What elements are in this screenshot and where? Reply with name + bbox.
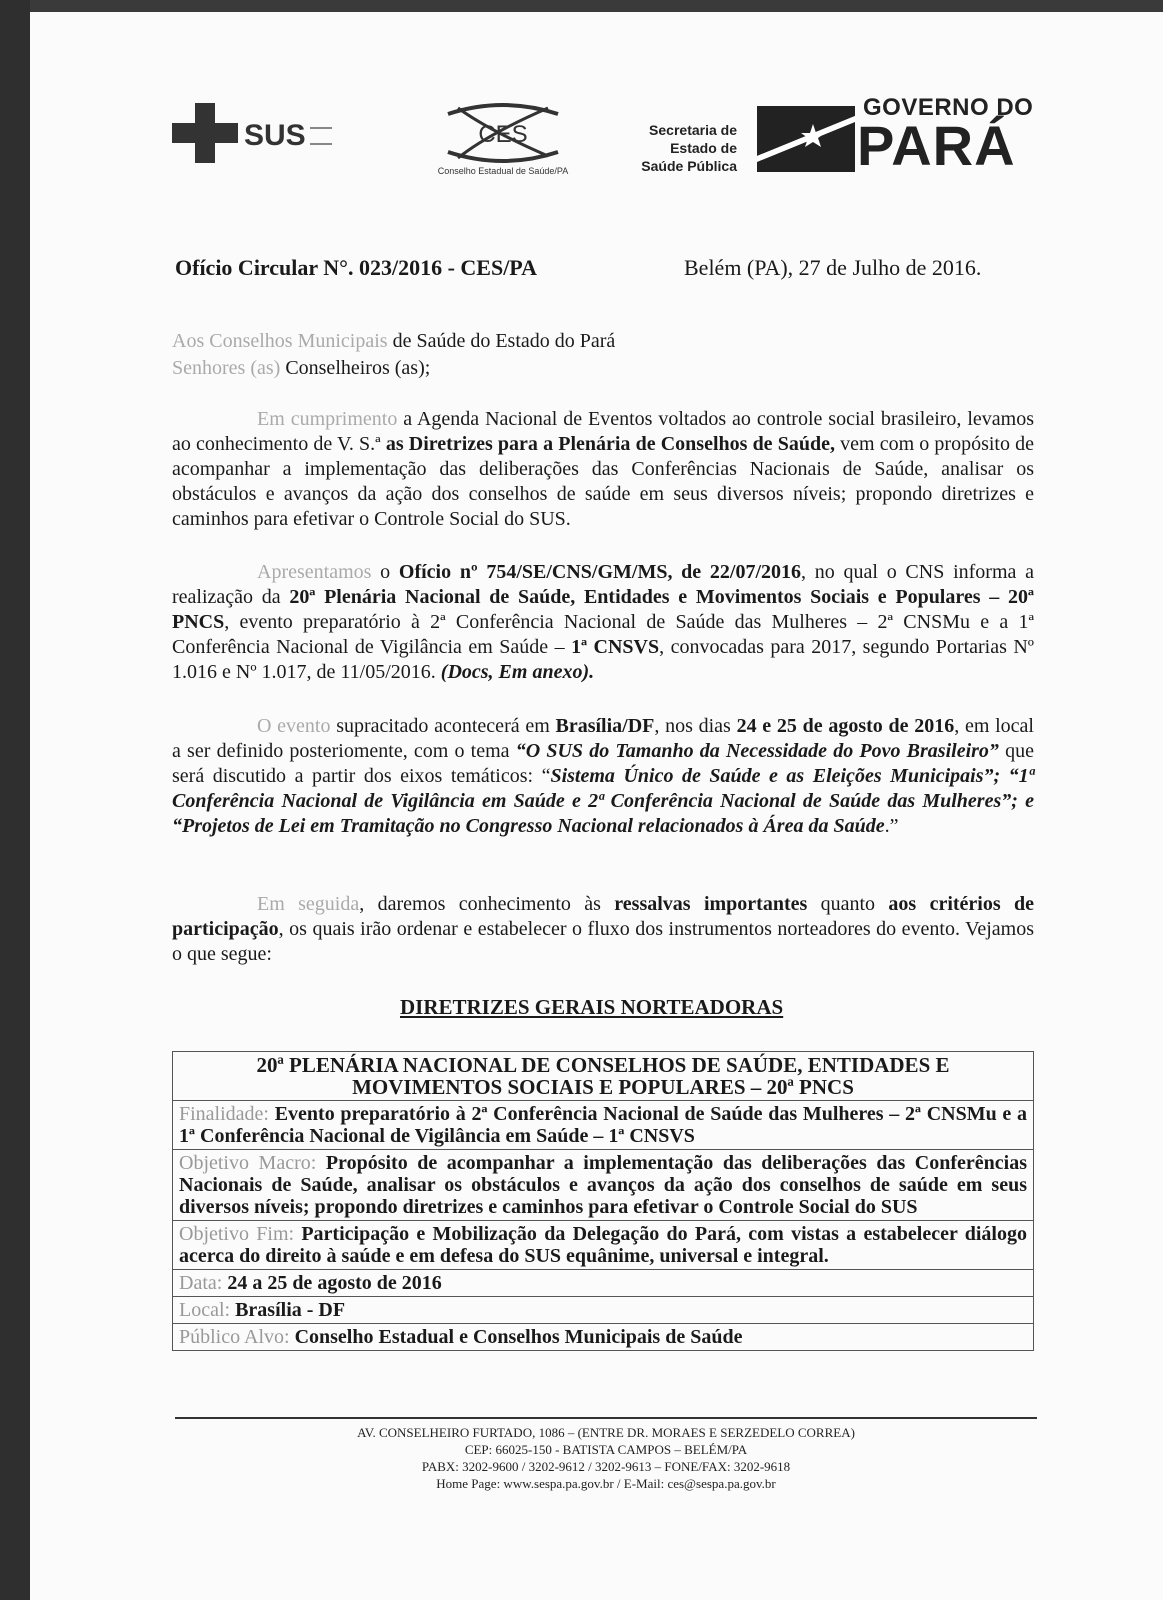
sus-logo-text: SUS: [244, 119, 306, 152]
letter-reference: Ofício Circular N°. 023/2016 - CES/PA: [175, 255, 538, 280]
ces-swirl-icon: [428, 100, 578, 166]
row-value: Participação e Mobilização da Delegação do Pará, com vistas a estabelecer diálogo acerca do direito à saúde e em defesa do SUS equânime, universal e integral.: [179, 1223, 1027, 1267]
section-heading: DIRETRIZES GERAIS NORTEADORAS: [400, 995, 784, 1019]
row-label: Data:: [179, 1272, 223, 1294]
ces-logo: [398, 100, 608, 180]
row-value: 24 a 25 de agosto de 2016: [222, 1272, 442, 1294]
scan-left-edge: [0, 0, 30, 1600]
footer-divider: [175, 1417, 1037, 1419]
paragraph-2: Apresentamos o Ofício nº 754/SE/CNS/GM/MS, de 22/07/2016, no qual o CNS informa a realização da 20ª Plenária Nacional de Saúde, Entidades e Movimentos Sociais e Populares – 20ª PNCS, evento preparatório à 2ª Conferência Nacional de Saúde das Mulheres – 2ª CNSMu e a 1ª Conferência Nacional de Vigilância em Saúde – 1ª CNSVS, convocadas para 2017, segundo Portarias Nº 1.016 e Nº 1.017, de 11/05/2016. (Docs, Em anexo).: [172, 561, 1035, 683]
row-label: Objetivo Fim:: [179, 1223, 295, 1245]
row-label: Local:: [179, 1299, 231, 1321]
table-row: [173, 1221, 1034, 1270]
table-cell: [173, 1297, 1034, 1324]
recipient-line-2: Senhores (as) Conselheiros (as);: [172, 357, 431, 379]
secretaria-line-1: Secretaria de: [649, 122, 737, 138]
governo-para-logo: [757, 94, 1047, 176]
row-value: Propósito de acompanhar a implementação das deliberações das Conferências Nacionais de Saúde, analisar os obstáculos e avanços da ação dos conselhos de saúde em seus diversos níveis; propondo diretrizes e caminhos para efetivar o Controle Social do SUS: [179, 1152, 1027, 1218]
row-value: Brasília - DF: [230, 1299, 346, 1321]
table-cell: [173, 1324, 1034, 1351]
table-row: [173, 1150, 1034, 1221]
table-title-line-1: 20ª PLENÁRIA NACIONAL DE CONSELHOS DE SAÚDE, ENTIDADES E: [256, 1053, 950, 1077]
table-row: [173, 1101, 1034, 1150]
row-label: Público Alvo:: [179, 1326, 290, 1348]
table-title-row: [173, 1052, 1034, 1101]
letter-date: Belém (PA), 27 de Julho de 2016.: [684, 255, 982, 280]
table-row: [173, 1297, 1034, 1324]
scan-top-edge: [0, 0, 1163, 12]
row-value: Conselho Estadual e Conselhos Municipais de Saúde: [289, 1326, 743, 1348]
secretaria-line-2: Estado de: [670, 140, 737, 156]
secretaria-label: [625, 121, 737, 175]
row-value: Evento preparatório à 2ª Conferência Nacional de Saúde das Mulheres – 2ª CNSMu e a 1ª Conferência Nacional de Vigilância em Saúde – 1ª CNSVS: [179, 1103, 1027, 1147]
row-label: Objetivo Macro:: [179, 1152, 317, 1174]
footer-phones: PABX: 3202-9600 / 3202-9612 / 3202-9613 – FONE/FAX: 3202-9618: [421, 1459, 791, 1474]
row-label: Finalidade:: [179, 1103, 269, 1125]
table-row: [173, 1324, 1034, 1351]
table-row: [173, 1270, 1034, 1297]
paragraph-1: Em cumprimento a Agenda Nacional de Eventos voltados ao controle social brasileiro, levamos ao conhecimento de V. S.ª as Diretrizes para a Plenária de Conselhos de Saúde, vem com o propósito de acompanhar a implementação das deliberações das Conferências Nacionais de Saúde, analisar os obstáculos e avanços da ação dos conselhos de saúde em seus diversos níveis; propondo diretrizes e caminhos para efetivar o Controle Social do SUS.: [172, 408, 1035, 530]
cross-icon-bar: [172, 123, 238, 143]
table-cell: [173, 1270, 1034, 1297]
table-cell: [173, 1221, 1034, 1270]
table-cell: [173, 1101, 1034, 1150]
letter-footer: [175, 1424, 1037, 1492]
table-title-line-2: MOVIMENTOS SOCIAIS E POPULARES – 20ª PNCS: [352, 1075, 854, 1099]
ces-logo-text: CES: [478, 121, 528, 148]
paragraph-4: Em seguida, daremos conhecimento às ressalvas importantes quanto aos critérios de participação, os quais irão ordenar e estabelecer o fluxo dos instrumentos norteadores do evento. Vejamos o que segue:: [172, 893, 1034, 965]
ces-caption: Conselho Estadual de Saúde/PA: [437, 166, 569, 176]
para-label: PARÁ: [857, 114, 1016, 177]
recipient-line-1: Aos Conselhos Municipais de Saúde do Estado do Pará: [172, 330, 616, 352]
sus-logo-lines: [310, 127, 332, 145]
footer-web: Home Page: www.sespa.pa.gov.br / E-Mail: ces@sespa.pa.gov.br: [436, 1476, 776, 1491]
table-title: [173, 1052, 1034, 1101]
footer-address: AV. CONSELHEIRO FURTADO, 1086 – (ENTRE DR. MORAES E SERZEDELO CORREA): [357, 1425, 855, 1440]
para-flag-icon: [757, 106, 855, 172]
letter-recipients: [172, 328, 1034, 382]
governo-label: GOVERNO DO: [863, 94, 1034, 121]
paragraph-3: O evento supracitado acontecerá em Brasília/DF, nos dias 24 e 25 de agosto de 2016, em local a ser definido posteriomente, com o tema “O SUS do Tamanho da Necessidade do Povo Brasileiro” que será discutido a partir dos eixos temáticos: “Sistema Único de Saúde e as Eleições Municipais”; “1ª Conferência Nacional de Vigilância em Saúde e 2ª Conferência Nacional de Saúde das Mulheres”; e “Projetos de Lei em Tramitação no Congresso Nacional relacionados à Área da Saúde.”: [172, 715, 1034, 837]
footer-cep: CEP: 66025-150 - BATISTA CAMPOS – BELÉM/PA: [464, 1442, 748, 1457]
table-cell: [173, 1150, 1034, 1221]
secretaria-line-3: Saúde Pública: [641, 158, 737, 174]
guidelines-table: [172, 1051, 1034, 1351]
sus-logo: [172, 103, 352, 163]
